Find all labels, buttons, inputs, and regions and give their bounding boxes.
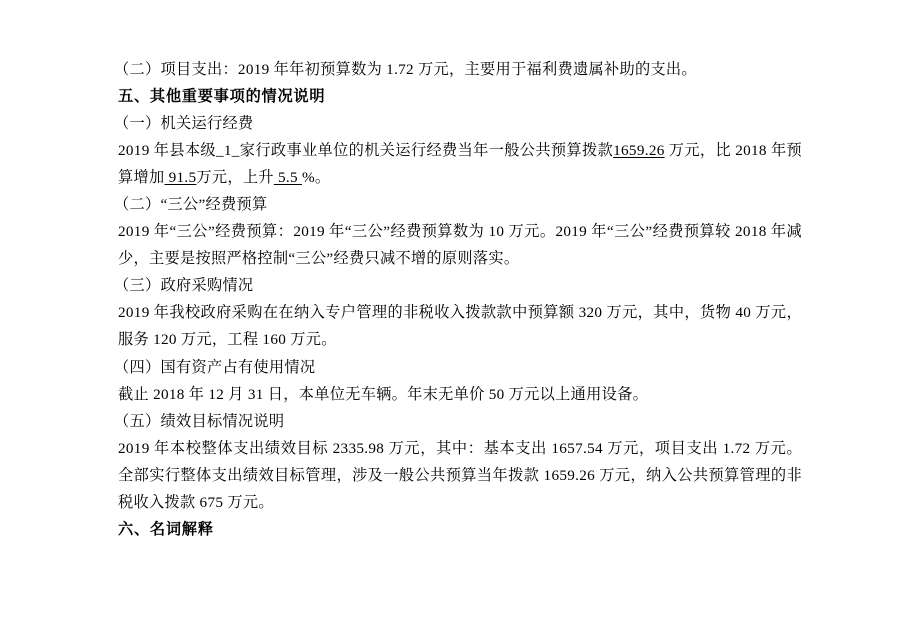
paragraph-sub-five-body: 2019 年本校整体支出绩效目标 2335.98 万元，其中：基本支出 1657.54 万元，项目支出 1.72 万元。全部实行整体支出绩效目标管理，涉及一般公共预算当年拨款 1659.26 万元，纳入公共预算管理的非税收入拨款 675 万元。	[118, 439, 802, 511]
heading-sub-five: （五）绩效目标情况说明	[114, 412, 285, 430]
run-percent-increase: 5.5	[273, 169, 302, 187]
run-text: 万元，比 2018 年预算增加	[118, 142, 803, 187]
paragraph-sub-four-body: 截止 2018 年 12 月 31 日，本单位无车辆。年末无单价 50 万元以上通用设备。	[118, 385, 649, 403]
heading-sub-three: （三）政府采购情况	[114, 277, 254, 295]
document-body	[96, 56, 802, 543]
run-text: 2019 年县本级	[118, 142, 216, 160]
heading-sub-one: （一）机关运行经费	[114, 115, 254, 133]
run-text: %。	[301, 169, 331, 187]
run-amount-increase: 91.5	[164, 169, 197, 187]
run-text: 万元，上升	[196, 169, 274, 187]
run-amount-budget: 1659.26	[613, 142, 665, 160]
heading-section-five: 五、其他重要事项的情况说明	[118, 88, 326, 106]
paragraph-project-expenditure: （二）项目支出：2019 年年初预算数为 1.72 万元，主要用于福利费遗属补助的支出。	[114, 61, 697, 78]
paragraph-sub-two-body: 2019 年“三公”经费预算：2019 年“三公”经费预算数为 10 万元。2019 年“三公”经费预算较 2018 年减少，主要是按照严格控制“三公”经费只减不增的原则落实。	[118, 223, 802, 268]
paragraph-sub-three-body: 2019 年我校政府采购在在纳入专户管理的非税收入拨款款中预算额 320 万元，其中，货物 40 万元，服务 120 万元，工程 160 万元。	[118, 304, 802, 349]
paragraph-sub-one-body	[96, 137, 802, 191]
run-text: 家行政事业单位的机关运行经费当年一般公共预算拨款	[239, 142, 614, 160]
run-unit-count: _1_	[216, 142, 240, 160]
heading-section-six: 六、名词解释	[118, 520, 214, 538]
heading-sub-four: （四）国有资产占有使用情况	[114, 358, 316, 376]
heading-sub-two: （二）“三公”经费预算	[114, 196, 268, 214]
